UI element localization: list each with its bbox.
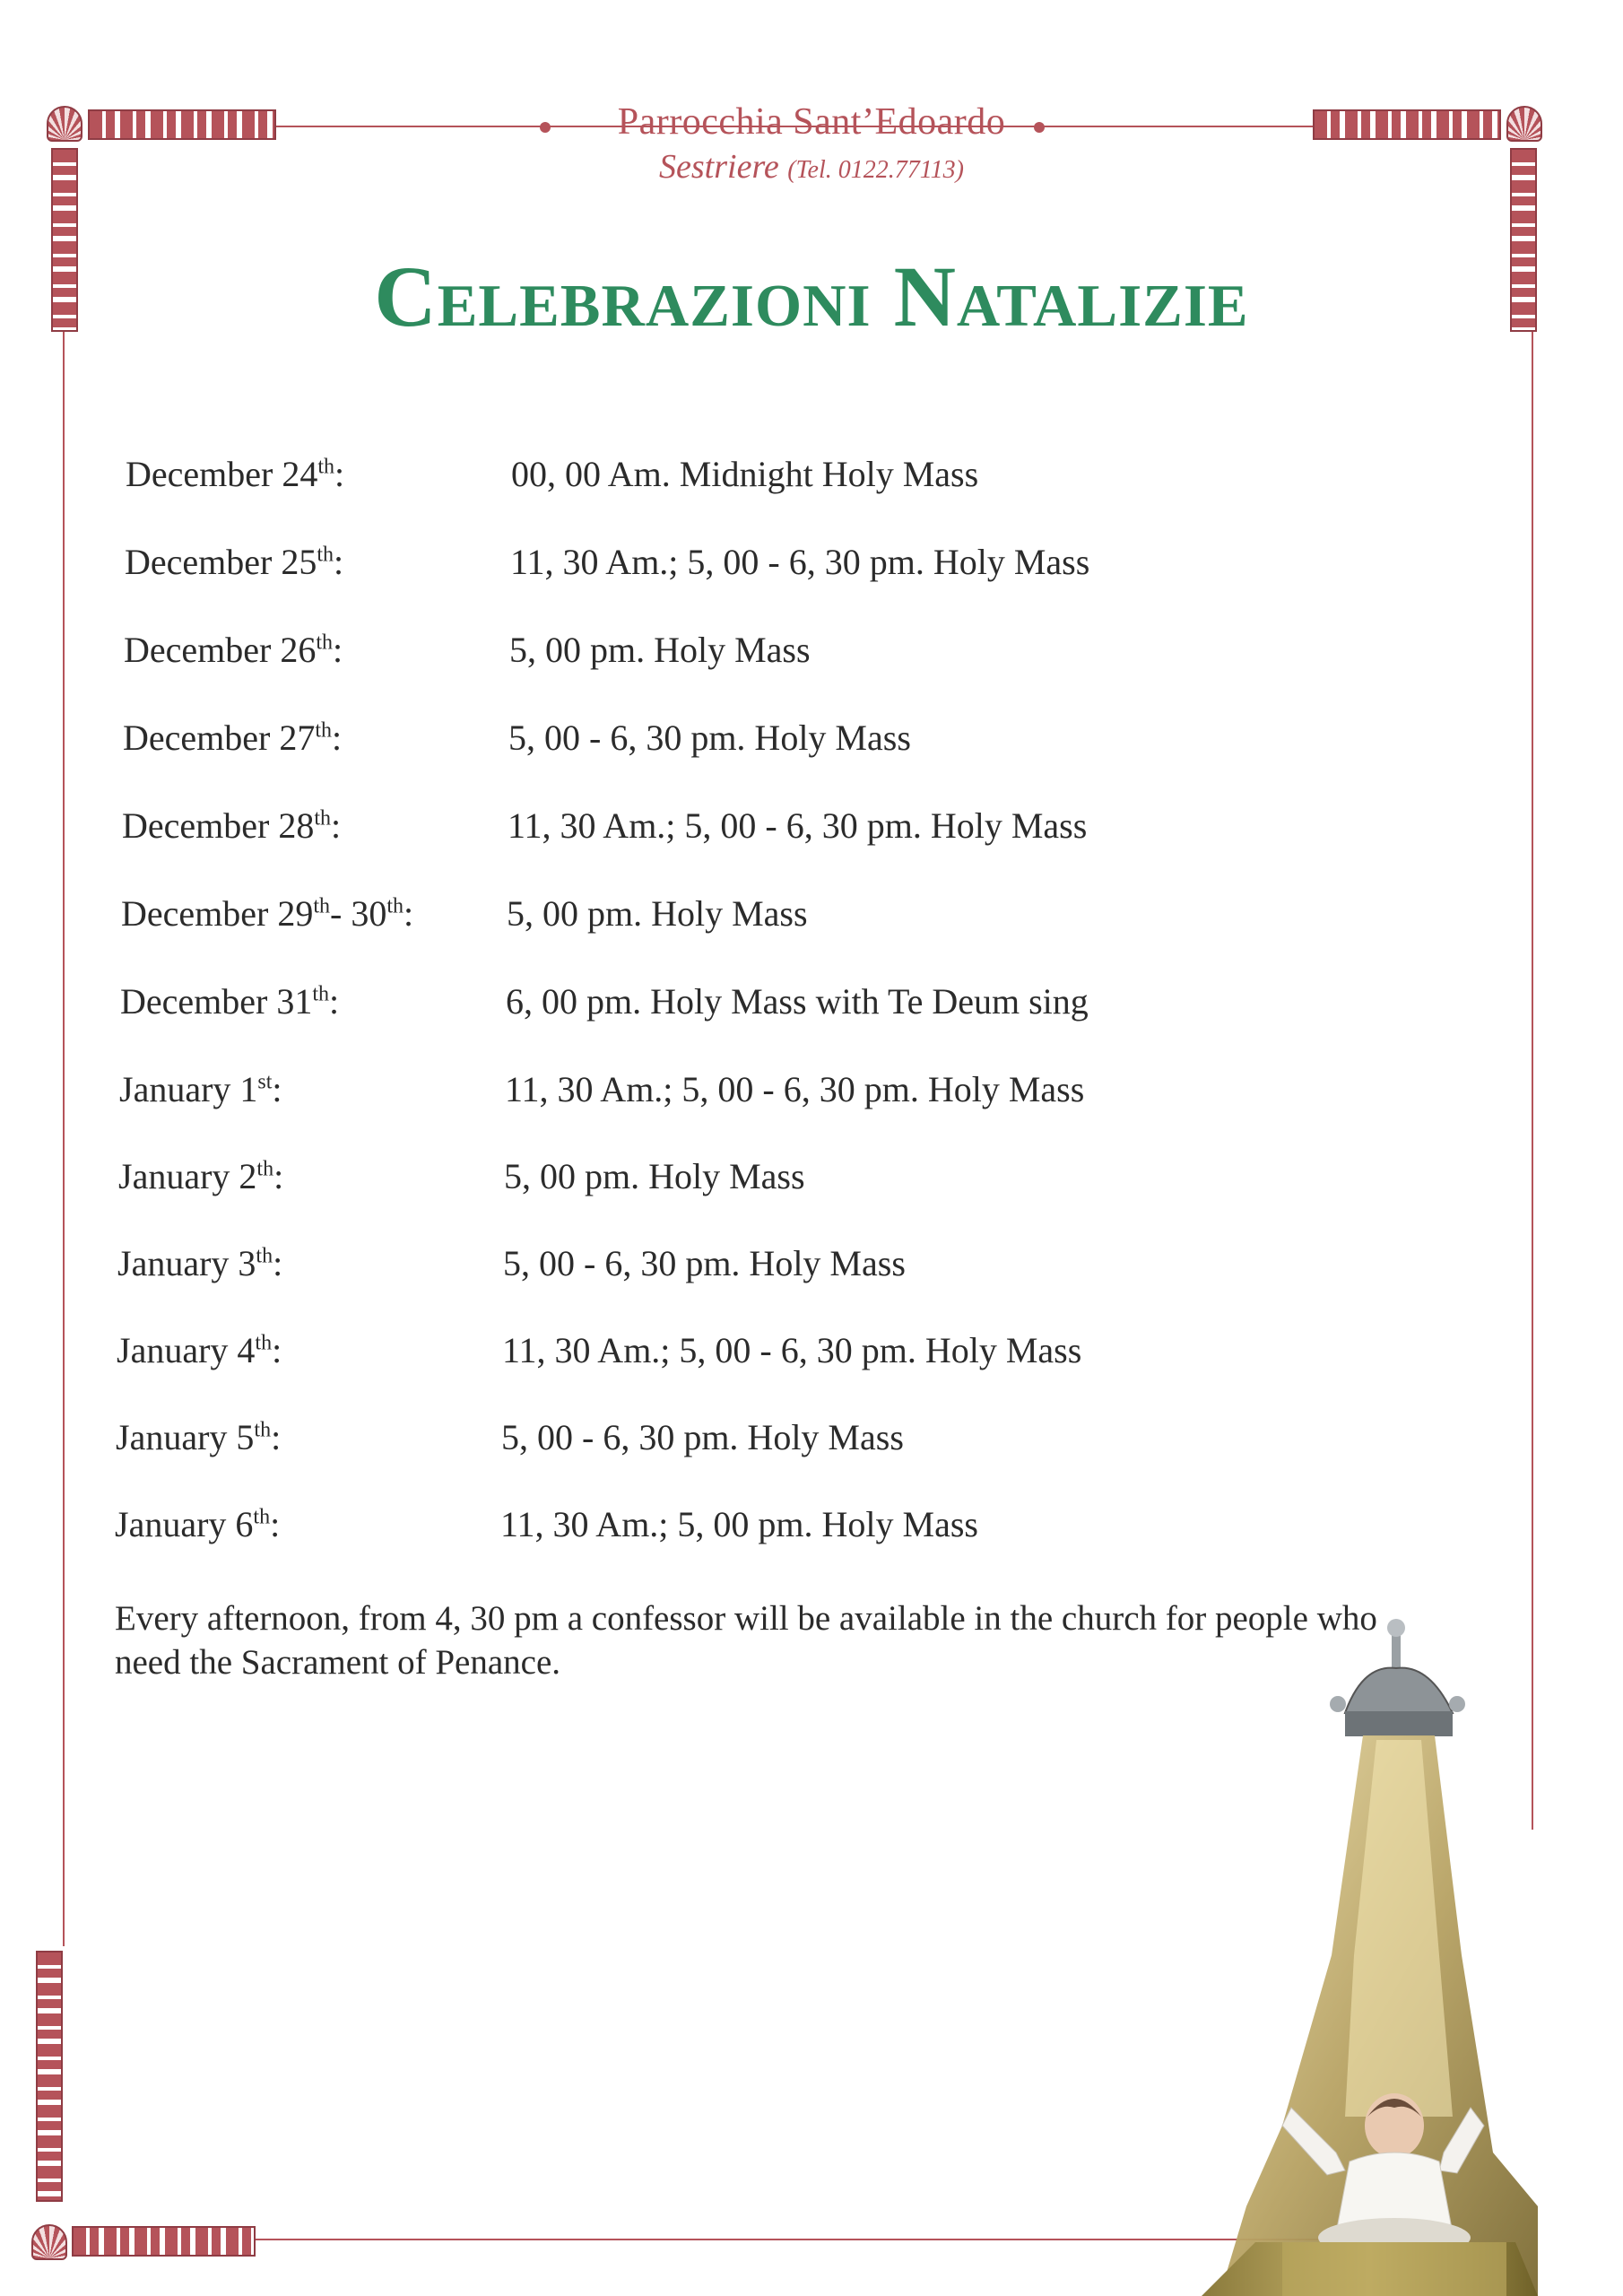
- telephone: (Tel. 0122.77113): [787, 156, 964, 184]
- shell-ornament-icon: [31, 2224, 67, 2260]
- schedule-time: 11, 30 Am.; 5, 00 - 6, 30 pm. Holy Mass: [508, 805, 1088, 846]
- schedule-time: 5, 00 pm. Holy Mass: [509, 630, 811, 670]
- crown-icon: [1330, 1619, 1465, 1736]
- baby-jesus-statue-image: [1184, 1578, 1542, 2296]
- schedule-time: 11, 30 Am.; 5, 00 pm. Holy Mass: [500, 1504, 978, 1544]
- schedule-date: January 6th:: [115, 1504, 281, 1544]
- schedule-date: December 29th- 30th:: [121, 893, 414, 934]
- schedule-date: January 2th:: [118, 1156, 284, 1196]
- schedule-date: December 27th:: [123, 718, 343, 758]
- parish-town: [0, 147, 1623, 187]
- frieze-ornament-bottom-left: [72, 2226, 256, 2257]
- schedule-time: 11, 30 Am.; 5, 00 - 6, 30 pm. Holy Mass: [502, 1330, 1082, 1370]
- schedule-date: January 5th:: [116, 1417, 282, 1457]
- schedule-date: December 26th:: [124, 630, 343, 670]
- confession-note: Every afternoon, from 4, 30 pm a confessor will be available in the church for people who need the Sacrament of Penance.: [115, 1599, 1377, 1682]
- schedule-time: 5, 00 - 6, 30 pm. Holy Mass: [508, 718, 911, 758]
- schedule-time: 5, 00 pm. Holy Mass: [504, 1156, 805, 1196]
- schedule-date: January 1st:: [119, 1069, 282, 1109]
- schedule-time: 11, 30 Am.; 5, 00 - 6, 30 pm. Holy Mass: [510, 542, 1090, 582]
- schedule-date: January 3th:: [117, 1243, 283, 1283]
- schedule-time: 5, 00 - 6, 30 pm. Holy Mass: [503, 1243, 906, 1283]
- schedule-time: 00, 00 Am. Midnight Holy Mass: [511, 454, 979, 494]
- frame-left-line: [63, 332, 65, 1946]
- schedule-time: 11, 30 Am.; 5, 00 - 6, 30 pm. Holy Mass: [505, 1069, 1085, 1109]
- schedule-time: 6, 00 pm. Holy Mass with Te Deum sing: [506, 981, 1089, 1022]
- schedule-date: January 4th:: [117, 1330, 282, 1370]
- schedule-date: December 24th:: [126, 454, 345, 494]
- page-title: Celebrazioni Natalizie: [374, 248, 1249, 344]
- schedule-date: December 28th:: [122, 805, 342, 846]
- schedule-time: 5, 00 - 6, 30 pm. Holy Mass: [501, 1417, 904, 1457]
- schedule-date: December 25th:: [125, 542, 344, 582]
- schedule-time: 5, 00 pm. Holy Mass: [507, 893, 808, 934]
- schedule-date: December 31th:: [120, 981, 340, 1022]
- town-name: Sestriere: [659, 148, 779, 186]
- parish-name: Parrocchia Sant’Edoardo: [617, 101, 1006, 143]
- frieze-ornament-left-lower: [36, 1951, 63, 2202]
